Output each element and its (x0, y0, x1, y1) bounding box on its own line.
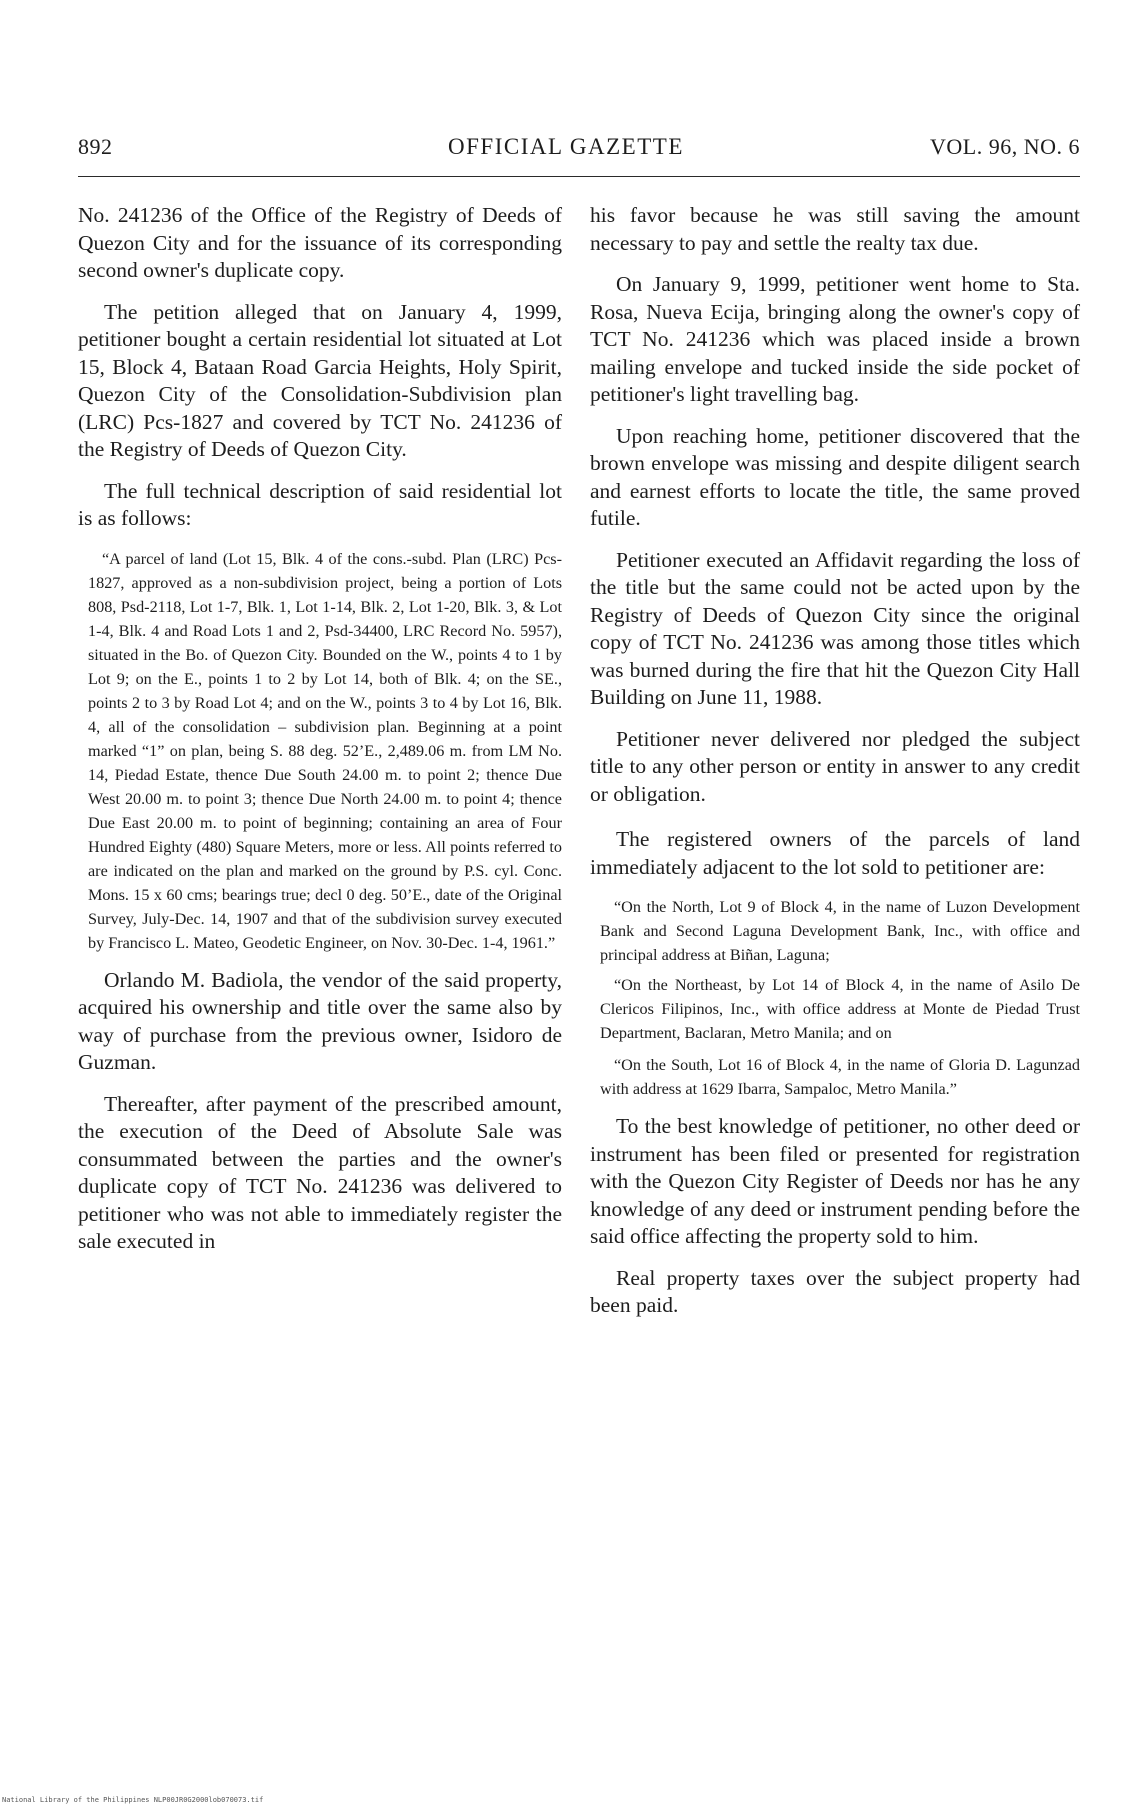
volume-issue: VOL. 96, NO. 6 (930, 134, 1080, 159)
paragraph: The petition alleged that on January 4, 1999, petitioner bought a certain residential lot situated at Lot 15, Block 4, Bataan Road Garcia Heights, Holy Spirit, Quezon City of the Consolidation-Subdivision plan (LRC) Pcs-1827 and covered by TCT No. 241236 of the Registry of Deeds of Quezon City. (78, 299, 562, 461)
publication-title: OFFICIAL GAZETTE (448, 134, 684, 159)
paragraph: On January 9, 1999, petitioner went home to Sta. Rosa, Nueva Ecija, bringing along the owner's copy of TCT No. 241236 which was placed inside a brown mailing envelope and tucked inside the side pocket of petitioner's light travelling bag. (590, 272, 1080, 406)
adjacent-owner-quote: “On the South, Lot 16 of Block 4, in the name of Gloria D. Lagunzad with address at 1629 Ibarra, Sampaloc, Metro Manila.” (600, 1056, 1080, 1098)
adjacent-owner-quote: “On the North, Lot 9 of Block 4, in the name of Luzon Development Bank and Second Laguna Development Bank, Inc., with office and principal address at Biñan, Laguna; (600, 898, 1080, 964)
paragraph: Real property taxes over the subject property had been paid. (590, 1265, 1080, 1317)
page-number: 892 (78, 134, 113, 159)
paragraph: The registered owners of the parcels of land immediately adjacent to the lot sold to petitioner are: (590, 827, 1080, 879)
paragraph: Orlando M. Badiola, the vendor of the said property, acquired his ownership and title over the same also by way of purchase from the previous owner, Isidoro de Guzman. (78, 967, 562, 1074)
paragraph: No. 241236 of the Office of the Registry of Deeds of Quezon City and for the issuance of its corresponding second owner's duplicate copy. (78, 203, 562, 282)
scan-footer-note: National Library of the Philippines NLP00JR0G2000lob070073.tif (2, 1796, 264, 1804)
paragraph: Thereafter, after payment of the prescribed amount, the execution of the Deed of Absolute Sale was consummated between the parties and the owner's duplicate copy of TCT No. 241236 was delivered to petitioner who was not able to immediately register the sale executed in (78, 1091, 562, 1253)
paragraph: To the best knowledge of petitioner, no other deed or instrument has been filed or presented for registration with the Quezon City Register of Deeds nor has he any knowledge of any deed or instrument pending before the said office affecting the property sold to him. (590, 1114, 1080, 1248)
adjacent-owner-quote: “On the Northeast, by Lot 14 of Block 4, in the name of Asilo De Clericos Filipinos, Inc., with office address at Monte de Piedad Trust Department, Baclaran, Metro Manila; and on (600, 976, 1080, 1042)
left-column (78, 202, 562, 1270)
paragraph: Petitioner never delivered nor pledged the subject title to any other person or entity in answer to any credit or obligation. (590, 726, 1080, 806)
technical-description-quote: “A parcel of land (Lot 15, Blk. 4 of the cons.-subd. Plan (LRC) Pcs-1827, approved as a non-subdivision project, being a portion of Lots 808, Psd-2118, Lot 1-7, Blk. 1, Lot 1-14, Blk. 2, Lot 1-20, Blk. 3, & Lot 1-4, Blk. 4 and Road Lots 1 and 2, Psd-34400, LRC Record No. 5957), situated in the Bo. of Quezon City. Bounded on the W., points 4 to 1 by Lot 9; on the E., points 1 to 2 by Lot 14, both of Blk. 4; on the SE., points 2 to 3 by Road Lot 4; and on the W., points 3 to 4 by Lot 16, Blk. 4, all of the consolidation – subdivision plan. Beginning at a point marked “1” on plan, being S. 88 deg. 52’E., 2,489.06 m. from LM No. 14, Piedad Estate, thence Due South 24.00 m. to point 2; thence Due West 20.00 m. to point 3; thence Due North 24.00 m. to point 4; thence Due East 20.00 m. to point of beginning; containing an area of Four Hundred Eighty (480) Square Meters, more or less. All points referred to are indicated on the plan and marked on the ground by P.S. cyl. Conc. Mons. 15 x 60 cms; bearings true; decl 0 deg. 50’E., date of the Original Survey, July-Dec. 14, 1907 and that of the subdivision survey executed by Francisco L. Mateo, Geodetic Engineer, on Nov. 30-Dec. 1-4, 1961.” (88, 549, 562, 952)
paragraph: The full technical description of said residential lot is as follows: (78, 478, 562, 530)
paragraph: Petitioner executed an Affidavit regarding the loss of the title but the same could not be acted upon by the Registry of Deeds of Quezon City since the original copy of TCT No. 241236 was among those titles which was burned during the fire that hit the Quezon City Hall Building on June 11, 1988. (590, 547, 1080, 709)
header-rule (78, 176, 1080, 177)
page-header (78, 134, 1080, 170)
right-column (590, 202, 1080, 1334)
paragraph: his favor because he was still saving the amount necessary to pay and settle the realty tax due. (590, 203, 1080, 255)
paragraph: Upon reaching home, petitioner discovered that the brown envelope was missing and despite diligent search and earnest efforts to locate the title, the same proved futile. (590, 423, 1080, 530)
